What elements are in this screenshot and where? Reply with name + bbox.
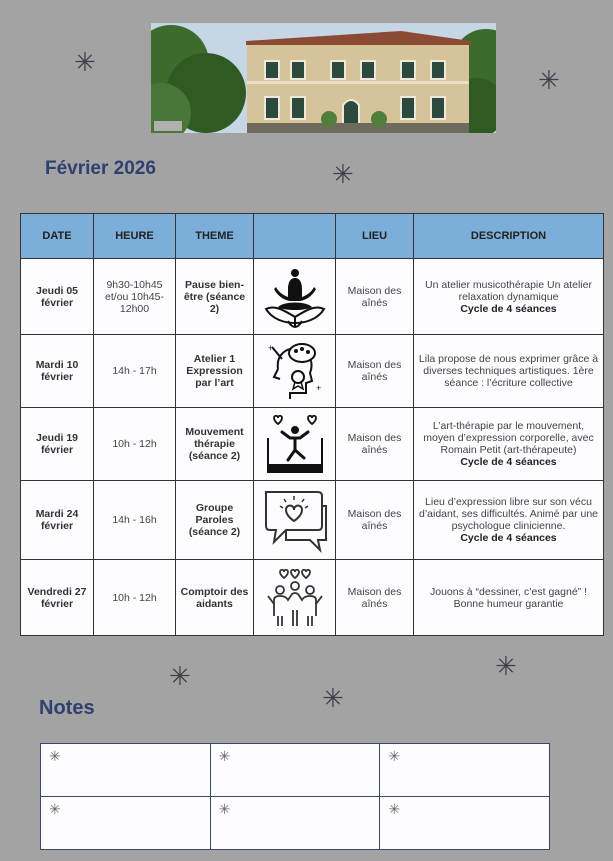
column-header-date: DATE [21,214,94,259]
row-date: Vendredi 27 février [21,560,94,636]
row-hour: 14h - 17h [94,335,176,408]
header-photo [151,23,496,133]
row-date: Mardi 24 février [21,481,94,560]
column-header-icon [254,214,336,259]
description-text: Lila propose de nous exprimer grâce à diverses techniques artistiques. 1ère séance : l’écriture collective [418,353,599,389]
notes-cell[interactable] [41,797,211,850]
asterisk-icon: ✳ [388,801,401,817]
description-text: Un atelier musicothérapie Un atelier relaxation dynamique [425,278,592,303]
row-date: Jeudi 19 février [21,408,94,481]
notes-table [40,743,550,850]
description-highlight: Cycle de 4 séances [460,302,557,315]
row-hour: 10h - 12h [94,560,176,636]
schedule-table [20,213,604,636]
asterisk-icon: ✳ [218,801,231,817]
row-description [414,408,604,481]
table-row [21,481,604,560]
row-place: Maison des aînés [336,335,414,408]
notes-row [41,744,550,797]
description-text: L’art-thérapie par le mouvement, moyen d’expression corporelle, avec Romain Petit (art-thérapeute) [423,420,594,456]
group-hearts-icon [254,560,336,636]
art-expression-icon [254,335,336,408]
row-place: Maison des aînés [336,259,414,335]
notes-row [41,797,550,850]
row-hour: 10h - 12h [94,408,176,481]
table-row [21,335,604,408]
meditation-icon [254,259,336,335]
notes-cell[interactable] [380,744,550,797]
row-place: Maison des aînés [336,481,414,560]
star-icon: ✳ [169,662,191,692]
column-header-description: DESCRIPTION [414,214,604,259]
notes-cell[interactable] [210,744,380,797]
description-text: Lieu d’expression libre sur son vécu d’aidant, ses difficultés. Animé par une psychologue clinicienne. [419,496,598,532]
column-header-theme: THEME [176,214,254,259]
row-theme: Mouvement thérapie (séance 2) [176,408,254,481]
movement-icon [254,408,336,481]
row-date: Jeudi 05 février [21,259,94,335]
description-text: Jouons à “dessiner, c’est gagné” ! Bonne humeur garantie [429,585,587,610]
star-icon: ✳ [322,684,344,714]
row-theme: Atelier 1 Expression par l’art [176,335,254,408]
row-description [414,560,604,636]
row-theme: Groupe Paroles (séance 2) [176,481,254,560]
row-hour: 14h - 16h [94,481,176,560]
star-icon: ✳ [538,66,560,96]
row-theme: Comptoir des aidants [176,560,254,636]
table-row [21,259,604,335]
svg-text:+: + [315,383,321,393]
row-date: Mardi 10 février [21,335,94,408]
description-highlight: Cycle de 4 séances [460,532,557,544]
row-hour: 9h30-10h45 et/ou 10h45-12h00 [94,259,176,335]
table-header-row [21,214,604,259]
row-description [414,481,604,560]
speech-heart-icon [254,481,336,560]
row-place: Maison des aînés [336,408,414,481]
asterisk-icon: ✳ [388,748,401,764]
row-description [414,335,604,408]
asterisk-icon: ✳ [49,748,61,764]
notes-title: Notes [39,697,95,719]
row-theme: Pause bien- être (séance 2) [176,259,254,335]
column-header-place: LIEU [336,214,414,259]
row-place: Maison des aînés [336,560,414,636]
asterisk-icon: ✳ [218,748,231,764]
notes-cell[interactable] [380,797,550,850]
row-description [414,259,604,335]
star-icon: ✳ [332,160,354,190]
notes-cell[interactable] [210,797,380,850]
notes-cell[interactable] [41,744,211,797]
description-highlight: Cycle de 4 séances [460,456,557,468]
table-row [21,560,604,636]
column-header-hour: HEURE [94,214,176,259]
table-row [21,408,604,481]
star-icon: ✳ [74,48,96,78]
page-title: Février 2026 [45,158,156,179]
asterisk-icon: ✳ [49,801,61,817]
star-icon: ✳ [495,652,517,682]
svg-text:+: + [267,343,273,353]
